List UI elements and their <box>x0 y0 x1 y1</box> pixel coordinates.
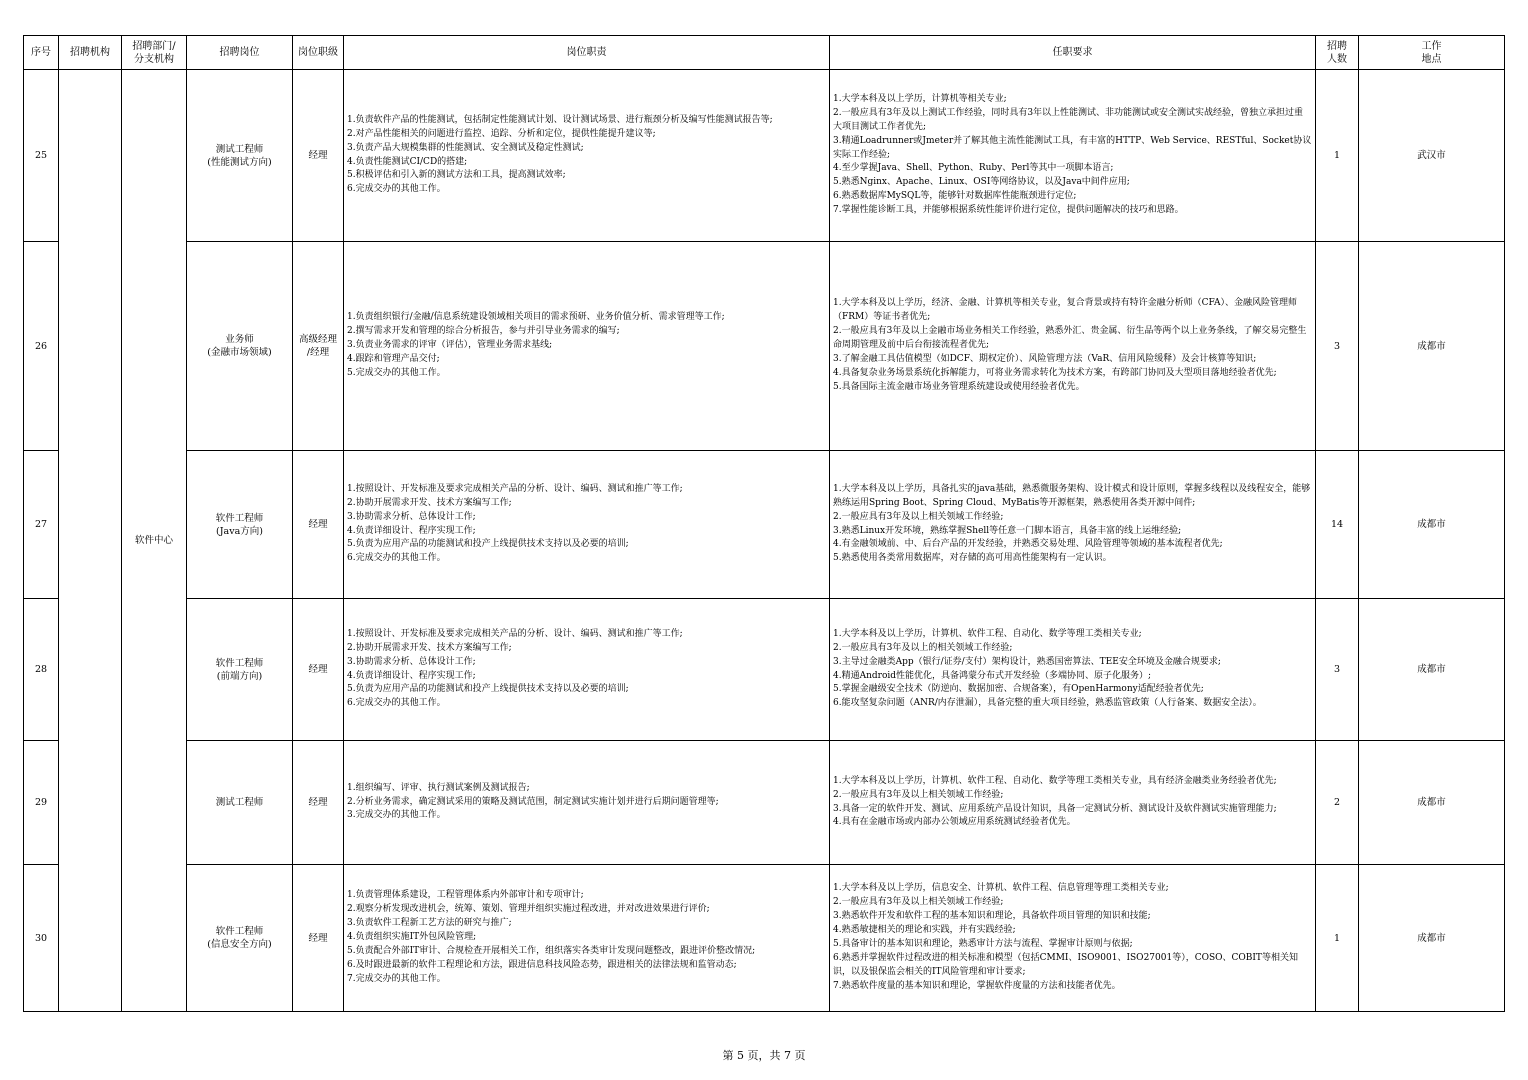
header-duties: 岗位职责 <box>344 36 830 70</box>
row-location: 成都市 <box>1359 865 1505 1012</box>
row-requirements: 1.大学本科及以上学历，信息安全、计算机、软件工程、信息管理等理工类相关专业; 2.一般应具有3年及以上相关领域工作经验; 3.熟悉软件开发和软件工程的基本知识和理论，具备软件项目管理的知识和技能; 4.熟悉敏捷相关的理论和实践，并有实践经验; 5.具备审计的基本知识和理论，熟悉审计方法与流程、掌握审计原则与依据; 6.熟悉并掌握软件过程改进的相关标准和模型（包括CMMI、ISO9001、ISO27001等），COSO、COBIT等相关知识，以及银保监会相关的IT风险管理和审计要求; 7.熟悉软件度量的基本知识和理论，掌握软件度量的方法和技能者优先。 <box>830 865 1316 1012</box>
row-count: 3 <box>1316 599 1359 741</box>
row-level: 经理 <box>293 599 344 741</box>
row-no: 25 <box>24 70 59 242</box>
row-duties: 1.按照设计、开发标准及要求完成相关产品的分析、设计、编码、测试和推广等工作; 2.协助开展需求开发、技术方案编写工作; 3.协助需求分析、总体设计工作; 4.负责详细设计、程序实现工作; 5.负责为应用产品的功能测试和投产上线提供技术支持以及必要的培训; 6.完成交办的其他工作。 <box>344 451 830 599</box>
row-duties: 1.负责管理体系建设，工程管理体系内外部审计和专项审计; 2.观察分析发现改进机会，统筹、策划、管理并组织实施过程改进，并对改进效果进行评价; 3.负责软件工程新工艺方法的研究与推广; 4.负责组织实施IT外包风险管理; 5.负责配合外部IT审计、合规检查开展相关工作，组织落实各类审计发现问题整改，跟进评价整改情况; 6.及时跟进最新的软件工程理论和方法，跟进信息科技风险态势，跟进相关的法律法规和监管动态; 7.完成交办的其他工作。 <box>344 865 830 1012</box>
row-location: 成都市 <box>1359 451 1505 599</box>
row-level: 经理 <box>293 451 344 599</box>
header-dept: 招聘部门/ 分支机构 <box>122 36 187 70</box>
row-level: 经理 <box>293 865 344 1012</box>
row-requirements: 1.大学本科及以上学历，经济、金融、计算机等相关专业，复合背景或持有特许金融分析师（CFA）、金融风险管理师（FRM）等证书者优先; 2.一般应具有3年及以上金融市场业务相关工作经验，熟悉外汇、贵金属、衍生品等两个以上业务条线，了解交易完整生命周期管理及前中后台衔接流程者优先; 3.了解金融工具估值模型（如DCF、期权定价）、风险管理方法（VaR、信用风险缓释）及会计核算等知识; 4.具备复杂业务场景系统化拆解能力，可将业务需求转化为技术方案，有跨部门协同及大型项目落地经验者优先; 5.具备国际主流金融市场业务管理系统建设或使用经验者优先。 <box>830 242 1316 451</box>
header-requirements: 任职要求 <box>830 36 1316 70</box>
row-position: 软件工程师 (Java方向) <box>187 451 293 599</box>
row-no: 29 <box>24 741 59 865</box>
row-duties: 1.按照设计、开发标准及要求完成相关产品的分析、设计、编码、测试和推广等工作; 2.协助开展需求开发、技术方案编写工作; 3.协助需求分析、总体设计工作; 4.负责详细设计、程序实现工作; 5.负责为应用产品的功能测试和投产上线提供技术支持以及必要的培训; 6.完成交办的其他工作。 <box>344 599 830 741</box>
row-level: 经理 <box>293 741 344 865</box>
header-position: 招聘岗位 <box>187 36 293 70</box>
row-no: 26 <box>24 242 59 451</box>
row-count: 1 <box>1316 70 1359 242</box>
table-row <box>24 741 1505 865</box>
header-level: 岗位职级 <box>293 36 344 70</box>
header-org: 招聘机构 <box>59 36 122 70</box>
page-footer: 第 5 页，共 7 页 <box>722 1049 806 1062</box>
row-position: 软件工程师 (前端方向) <box>187 599 293 741</box>
header-row <box>24 36 1505 70</box>
row-location: 成都市 <box>1359 599 1505 741</box>
row-location: 成都市 <box>1359 741 1505 865</box>
row-position: 软件工程师 (信息安全方向) <box>187 865 293 1012</box>
row-position: 测试工程师 (性能测试方向) <box>187 70 293 242</box>
row-no: 30 <box>24 865 59 1012</box>
recruitment-table <box>23 35 1505 1012</box>
table-row <box>24 451 1505 599</box>
table-row <box>24 865 1505 1012</box>
row-no: 27 <box>24 451 59 599</box>
row-duties: 1.负责组织银行/金融/信息系统建设领域相关项目的需求预研、业务价值分析、需求管理等工作; 2.撰写需求开发和管理的综合分析报告，参与并引导业务需求的编写; 3.负责业务需求的评审（评估），管理业务需求基线; 4.跟踪和管理产品交付; 5.完成交办的其他工作。 <box>344 242 830 451</box>
row-count: 2 <box>1316 741 1359 865</box>
row-count: 3 <box>1316 242 1359 451</box>
row-position: 测试工程师 <box>187 741 293 865</box>
table-row <box>24 599 1505 741</box>
row-requirements: 1.大学本科及以上学历，计算机、软件工程、自动化、数学等理工类相关专业，具有经济金融类业务经验者优先; 2.一般应具有3年及以上相关领域工作经验; 3.具备一定的软件开发、测试、应用系统产品设计知识，具备一定测试分析、测试设计及软件测试实施管理能力; 4.具有在金融市场或内部办公领域应用系统测试经验者优先。 <box>830 741 1316 865</box>
row-no: 28 <box>24 599 59 741</box>
row-level: 高级经理 /经理 <box>293 242 344 451</box>
row-position: 业务师 (金融市场领域) <box>187 242 293 451</box>
row-requirements: 1.大学本科及以上学历，具备扎实的java基础，熟悉微服务架构、设计模式和设计原则，掌握多线程以及线程安全，能够熟练运用Spring Boot、Spring Cloud、MyBatis等开源框架，熟悉使用各类开源中间件; 2.一般应具有3年及以上相关领域工作经验; 3.熟悉Linux开发环境，熟练掌握Shell等任意一门脚本语言，具备丰富的线上运维经验; 4.有金融领域前、中、后台产品的开发经验，并熟悉交易处理、风险管理等领域的基本流程者优先; 5.熟悉使用各类常用数据库，对存储的高可用高性能架构有一定认识。 <box>830 451 1316 599</box>
row-requirements: 1.大学本科及以上学历，计算机等相关专业; 2.一般应具有3年及以上测试工作经验，同时具有3年以上性能测试、非功能测试或安全测试实战经验，曾独立承担过重大项目测试工作者优先; 3.精通Loadrunner或Jmeter并了解其他主流性能测试工具，有丰富的HTTP、Web Service、RESTful、Socket协议实际工作经验; 4.至少掌握Java、Shell、Python、Ruby、Perl等其中一项脚本语言; 5.熟悉Nginx、Apache、Linux、OSI等网络协议，以及Java中间件应用; 6.熟悉数据库MySQL等，能够针对数据库性能瓶颈进行定位; 7.掌握性能诊断工具，并能够根据系统性能评价进行定位，提供问题解决的技巧和思路。 <box>830 70 1316 242</box>
row-duties: 1.负责软件产品的性能测试，包括制定性能测试计划、设计测试场景、进行瓶颈分析及编写性能测试报告等; 2.对产品性能相关的问题进行监控、追踪、分析和定位，提供性能提升建议等; 3.负责产品大规模集群的性能测试、安全测试及稳定性测试; 4.负责性能测试CI/CD的搭建; 5.积极评估和引入新的测试方法和工具，提高测试效率; 6.完成交办的其他工作。 <box>344 70 830 242</box>
dept-cell: 软件中心 <box>122 70 187 1012</box>
row-location: 成都市 <box>1359 242 1505 451</box>
table-row <box>24 242 1505 451</box>
row-count: 14 <box>1316 451 1359 599</box>
header-location: 工作 地点 <box>1359 36 1505 70</box>
header-count: 招聘 人数 <box>1316 36 1359 70</box>
row-requirements: 1.大学本科及以上学历，计算机、软件工程、自动化、数学等理工类相关专业; 2.一般应具有3年及以上的相关领域工作经验; 3.主导过金融类App（银行/证券/支付）架构设计，熟悉国密算法、TEE安全环境及金融合规要求; 4.精通Android性能优化，具备鸿蒙分布式开发经验（多端协同、原子化服务）; 5.掌握金融级安全技术（防逆向、数据加密、合规备案），有OpenHarmony适配经验者优先; 6.能攻坚复杂问题（ANR/内存泄漏），具备完整的重大项目经验，熟悉监管政策（人行备案、数据安全法）。 <box>830 599 1316 741</box>
header-no: 序号 <box>24 36 59 70</box>
table-row <box>24 70 1505 242</box>
row-duties: 1.组织编写、评审、执行测试案例及测试报告; 2.分析业务需求，确定测试采用的策略及测试范围，制定测试实施计划并进行后期问题管理等; 3.完成交办的其他工作。 <box>344 741 830 865</box>
row-location: 武汉市 <box>1359 70 1505 242</box>
org-cell <box>59 70 122 1012</box>
row-count: 1 <box>1316 865 1359 1012</box>
row-level: 经理 <box>293 70 344 242</box>
